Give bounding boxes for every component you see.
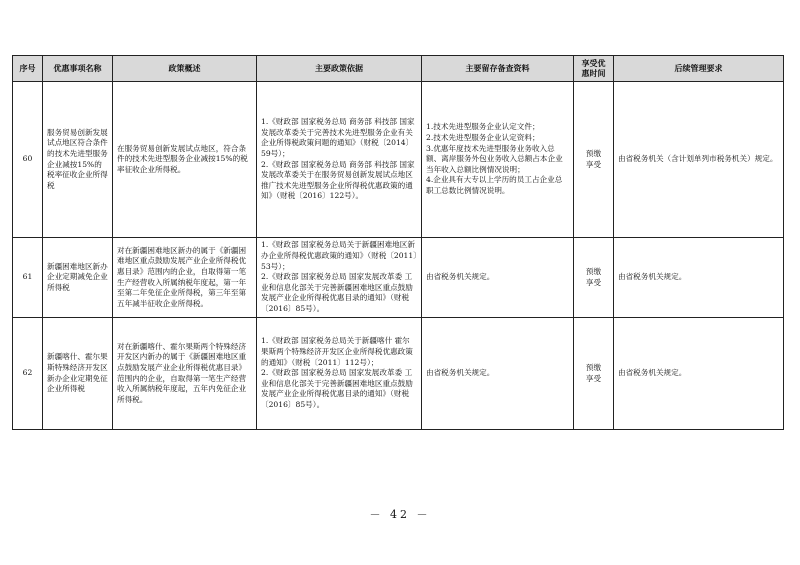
row-number: 62 xyxy=(13,318,43,430)
policy-basis: 1.《财政部 国家税务总局关于新疆困难地区新办企业所得税优惠政策的通知》（财税〔2011〕53号）； 2.《财政部 国家税务总局 国家发展改革委 工业和信息化部关于完善新疆困难地区重点鼓励发展产业企业所得税优惠目录的通知》（财税〔2016〕85号）。 xyxy=(257,238,422,318)
policy-overview: 对在新疆困难地区新办的属于《新疆困难地区重点鼓励发展产业企业所得税优惠目录》范围内的企业，自取得第一笔生产经营收入所属纳税年度起，第一年至第二年免征企业所得税，第三年至第五年减半征收企业所得税。 xyxy=(113,238,257,318)
follow-up-requirement: 由省税务机关规定。 xyxy=(614,238,784,318)
retained-materials: 由省税务机关规定。 xyxy=(422,318,574,430)
header-no: 序号 xyxy=(13,56,43,82)
row-number: 61 xyxy=(13,238,43,318)
retained-materials: 由省税务机关规定。 xyxy=(422,238,574,318)
follow-up-requirement: 由省税务机关规定。 xyxy=(614,318,784,430)
table-row xyxy=(13,82,784,238)
header-basis: 主要政策依据 xyxy=(257,56,422,82)
enjoy-time: 预缴 享受 xyxy=(574,238,614,318)
header-follow-up: 后续管理要求 xyxy=(614,56,784,82)
header-enjoy-time: 享受优 惠时间 xyxy=(574,56,614,82)
policy-overview: 对在新疆喀什、霍尔果斯两个特殊经济开发区内新办的属于《新疆困难地区重点鼓励发展产业企业所得税优惠目录》范围内的企业，自取得第一笔生产经营收入所属纳税年度起，五年内免征企业所得税。 xyxy=(113,318,257,430)
enjoy-time: 预缴 享受 xyxy=(574,82,614,238)
table-header-row xyxy=(13,56,784,82)
tax-preference-table xyxy=(12,55,784,430)
preference-name: 新疆困难地区新办企业定期减免企业所得税 xyxy=(43,238,113,318)
table-row xyxy=(13,238,784,318)
page-number: － 42 － xyxy=(369,508,431,521)
follow-up-requirement: 由省税务机关（含计划单列市税务机关）规定。 xyxy=(614,82,784,238)
header-name: 优惠事项名称 xyxy=(43,56,113,82)
preference-name: 服务贸易创新发展试点地区符合条件的技术先进型服务企业减按15%的税率征收企业所得税 xyxy=(43,82,113,238)
preference-name: 新疆喀什、霍尔果斯特殊经济开发区新办企业定期免征企业所得税 xyxy=(43,318,113,430)
retained-materials: 1.技术先进型服务企业认定文件； 2.技术先进型服务企业认定资料； 3.优惠年度技术先进型服务业务收入总额、离岸服务外包业务收入总额占本企业当年收入总额比例情况说明； 4.企业具有大专以上学历的员工占企业总职工总数比例情况说明。 xyxy=(422,82,574,238)
policy-overview: 在服务贸易创新发展试点地区，符合条件的技术先进型服务企业减按15%的税率征收企业所得税。 xyxy=(113,82,257,238)
header-materials: 主要留存备查资料 xyxy=(422,56,574,82)
header-overview: 政策概述 xyxy=(113,56,257,82)
policy-basis: 1.《财政部 国家税务总局关于新疆喀什 霍尔果斯两个特殊经济开发区企业所得税优惠政策的通知》（财税〔2011〕112号）； 2.《财政部 国家税务总局 国家发展改革委 工业和信息化部关于完善新疆困难地区重点鼓励发展产业企业所得税优惠目录的通知》（财税〔2016〕85号）。 xyxy=(257,318,422,430)
policy-basis: 1.《财政部 国家税务总局 商务部 科技部 国家发展改革委关于完善技术先进型服务企业有关企业所得税政策问题的通知》（财税〔2014〕59号）； 2.《财政部 国家税务总局 商务部 科技部 国家发展改革委关于在服务贸易创新发展试点地区推广技术先进型服务企业所得税优惠政策的通知》（财税〔2016〕122号）。 xyxy=(257,82,422,238)
row-number: 60 xyxy=(13,82,43,238)
table-row xyxy=(13,318,784,430)
enjoy-time: 预缴 享受 xyxy=(574,318,614,430)
